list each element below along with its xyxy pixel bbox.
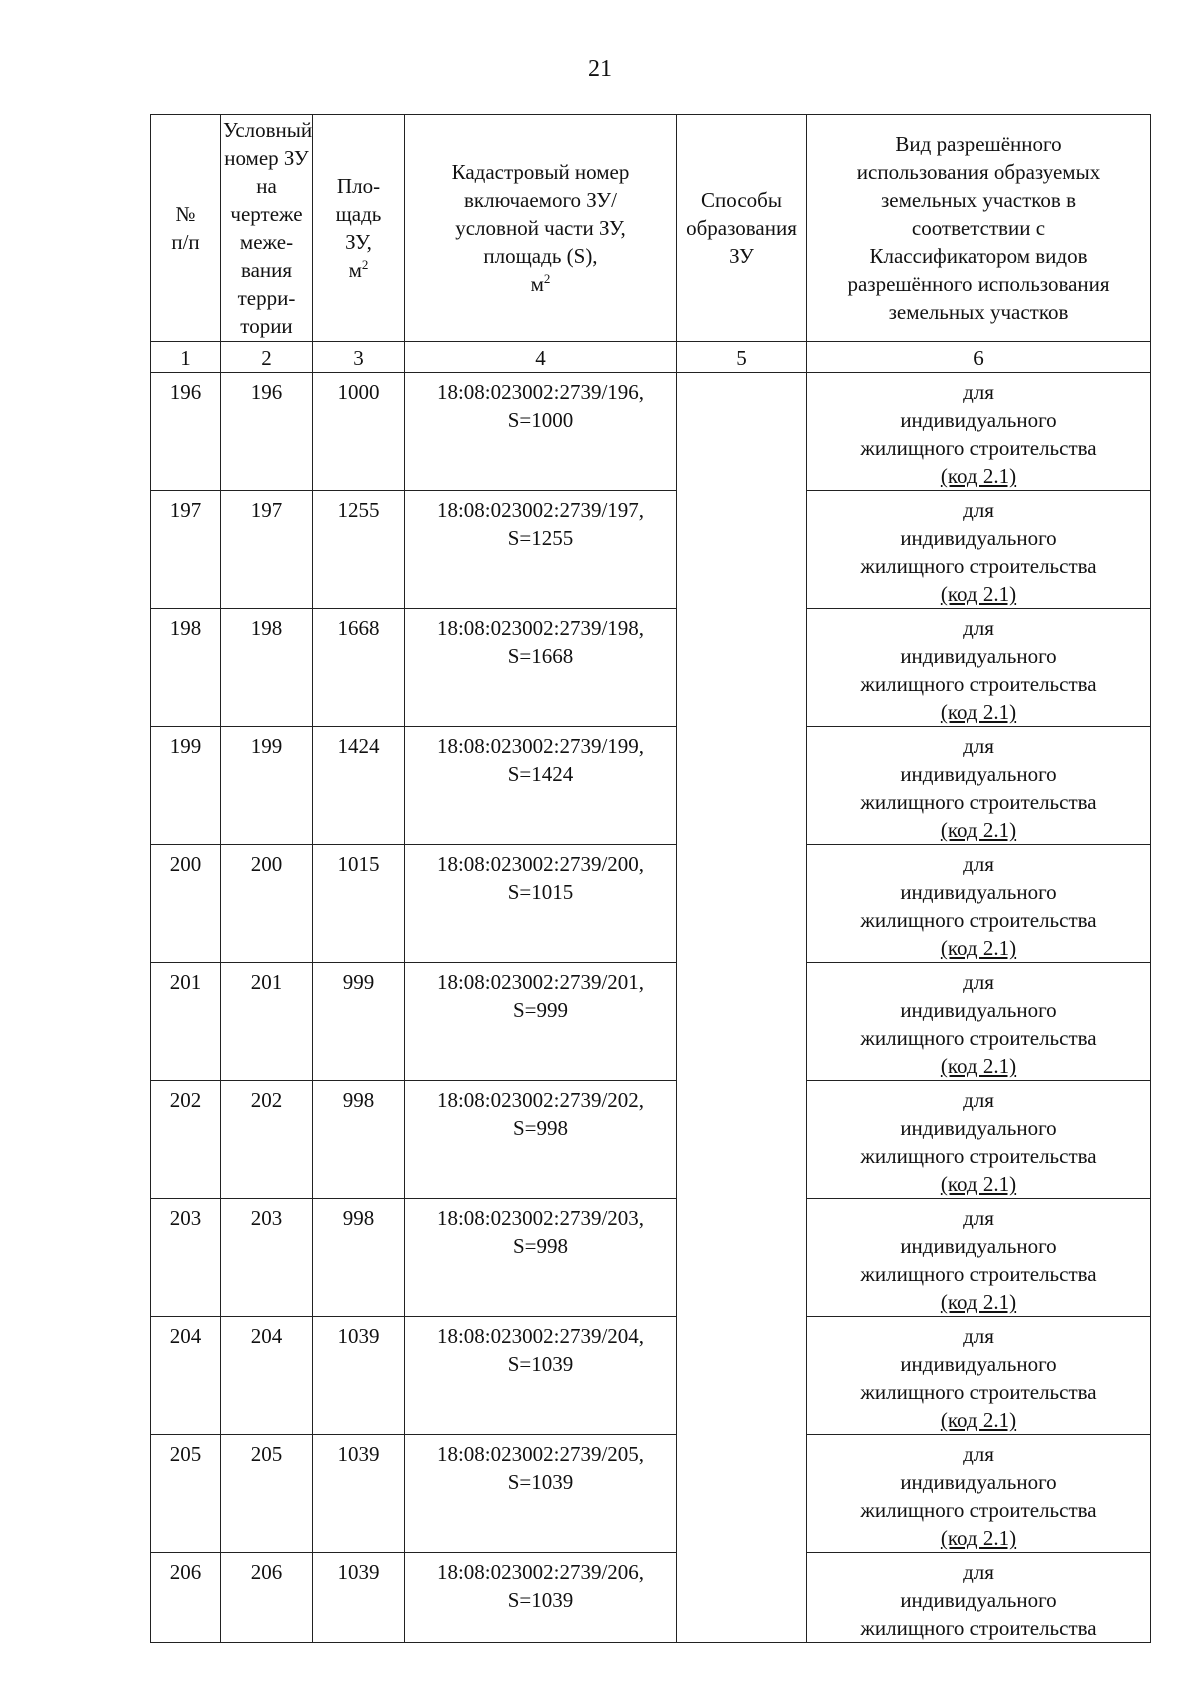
usage-line: индивидуального: [900, 998, 1057, 1022]
cell-plot-number: 200: [221, 845, 313, 963]
cadastral-area: S=1039: [507, 1352, 574, 1376]
cadastral-area: S=1255: [507, 526, 574, 550]
cadastral-area: S=1424: [507, 762, 574, 786]
usage-line: для: [963, 852, 994, 876]
usage-code: (код 2.1): [940, 1290, 1017, 1314]
cell-permitted-use: [807, 1317, 1151, 1435]
header-col-formation-method: Способы образования ЗУ: [677, 115, 807, 342]
cadastral-number: 18:08:023002:2739/205,: [436, 1442, 645, 1466]
usage-line: жилищного строительства: [860, 790, 1097, 814]
usage-line: для: [963, 734, 994, 758]
cell-area: 1039: [313, 1317, 405, 1435]
cell-number: 201: [151, 963, 221, 1081]
usage-line: индивидуального: [900, 1116, 1057, 1140]
usage-line: жилищного строительства: [860, 554, 1097, 578]
header-col-area: Пло- щадь ЗУ, $м^2$: [313, 115, 405, 342]
table-row: [151, 727, 1151, 845]
cell-cadastral: [405, 1553, 677, 1643]
cell-area: 998: [313, 1081, 405, 1199]
cell-number: 202: [151, 1081, 221, 1199]
cell-permitted-use: [807, 963, 1151, 1081]
cell-permitted-use: [807, 727, 1151, 845]
cadastral-area: S=999: [512, 998, 569, 1022]
usage-code: (код 2.1): [940, 582, 1017, 606]
cadastral-number: 18:08:023002:2739/199,: [436, 734, 645, 758]
usage-line: жилищного строительства: [860, 1026, 1097, 1050]
cell-cadastral: [405, 727, 677, 845]
usage-line: индивидуального: [900, 644, 1057, 668]
usage-line: для: [963, 1560, 994, 1584]
cell-area: 1000: [313, 373, 405, 491]
cadastral-number: 18:08:023002:2739/201,: [436, 970, 645, 994]
cell-area: 999: [313, 963, 405, 1081]
cell-permitted-use: [807, 491, 1151, 609]
cadastral-number: 18:08:023002:2739/202,: [436, 1088, 645, 1112]
cadastral-area: S=1039: [507, 1588, 574, 1612]
cadastral-number: 18:08:023002:2739/203,: [436, 1206, 645, 1230]
cell-cadastral: [405, 373, 677, 491]
cell-formation-method: [677, 373, 807, 1643]
usage-line: для: [963, 1442, 994, 1466]
cell-plot-number: 201: [221, 963, 313, 1081]
column-number: 2: [221, 342, 313, 373]
usage-code: (код 2.1): [940, 936, 1017, 960]
cell-permitted-use: [807, 845, 1151, 963]
cell-area: 1015: [313, 845, 405, 963]
cell-number: 200: [151, 845, 221, 963]
usage-line: индивидуального: [900, 526, 1057, 550]
cell-number: 199: [151, 727, 221, 845]
cadastral-number: 18:08:023002:2739/198,: [436, 616, 645, 640]
usage-line: для: [963, 1206, 994, 1230]
cell-number: 205: [151, 1435, 221, 1553]
usage-line: для: [963, 498, 994, 522]
cell-number: 206: [151, 1553, 221, 1643]
cell-plot-number: 199: [221, 727, 313, 845]
cell-cadastral: [405, 963, 677, 1081]
cell-cadastral: [405, 1081, 677, 1199]
cadastral-number: 18:08:023002:2739/200,: [436, 852, 645, 876]
cadastral-number: 18:08:023002:2739/196,: [436, 380, 645, 404]
usage-code: (код 2.1): [940, 464, 1017, 488]
table-row: [151, 373, 1151, 491]
column-number: 5: [677, 342, 807, 373]
cell-number: 197: [151, 491, 221, 609]
cell-number: 198: [151, 609, 221, 727]
usage-line: для: [963, 616, 994, 640]
cell-permitted-use: [807, 1199, 1151, 1317]
cell-cadastral: [405, 609, 677, 727]
cell-plot-number: 204: [221, 1317, 313, 1435]
table-row: [151, 1081, 1151, 1199]
cell-cadastral: [405, 1317, 677, 1435]
table-body: [151, 373, 1151, 1643]
table-row: [151, 609, 1151, 727]
usage-line: индивидуального: [900, 762, 1057, 786]
usage-line: индивидуального: [900, 408, 1057, 432]
cell-plot-number: 198: [221, 609, 313, 727]
cell-cadastral: [405, 491, 677, 609]
cell-permitted-use: [807, 609, 1151, 727]
cell-area: 1255: [313, 491, 405, 609]
table-row: [151, 1199, 1151, 1317]
column-numbers-row: [151, 342, 1151, 373]
column-number: 3: [313, 342, 405, 373]
table-row: [151, 1553, 1151, 1643]
cadastral-number: 18:08:023002:2739/204,: [436, 1324, 645, 1348]
usage-code: (код 2.1): [940, 818, 1017, 842]
cadastral-area: S=1039: [507, 1470, 574, 1494]
table-row: [151, 963, 1151, 1081]
column-number: 1: [151, 342, 221, 373]
usage-line: жилищного строительства: [860, 1262, 1097, 1286]
cadastral-area: S=1015: [507, 880, 574, 904]
usage-line: жилищного строительства: [860, 1380, 1097, 1404]
page-number: 21: [588, 56, 612, 82]
land-plots-table: [150, 114, 1151, 1643]
table-row: [151, 1317, 1151, 1435]
usage-code: (код 2.1): [940, 700, 1017, 724]
cell-cadastral: [405, 1199, 677, 1317]
cell-permitted-use: [807, 1081, 1151, 1199]
cadastral-area: S=1668: [507, 644, 574, 668]
cell-permitted-use: [807, 373, 1151, 491]
usage-line: индивидуального: [900, 1352, 1057, 1376]
cadastral-area: S=1000: [507, 408, 574, 432]
cell-plot-number: 196: [221, 373, 313, 491]
usage-line: для: [963, 380, 994, 404]
cell-plot-number: 203: [221, 1199, 313, 1317]
cell-permitted-use: [807, 1435, 1151, 1553]
table-row: [151, 1435, 1151, 1553]
header-col-conditional-number: Условный номер ЗУ на чертеже меже- вания терри- тории: [221, 115, 313, 342]
cadastral-number: 18:08:023002:2739/206,: [436, 1560, 645, 1584]
cell-number: 196: [151, 373, 221, 491]
cell-plot-number: 206: [221, 1553, 313, 1643]
usage-line: для: [963, 1324, 994, 1348]
cadastral-number: 18:08:023002:2739/197,: [436, 498, 645, 522]
usage-line: для: [963, 1088, 994, 1112]
usage-code: (код 2.1): [940, 1526, 1017, 1550]
usage-code: (код 2.1): [940, 1172, 1017, 1196]
usage-line: жилищного строительства: [860, 1498, 1097, 1522]
cell-area: 1668: [313, 609, 405, 727]
table-row: [151, 491, 1151, 609]
cell-area: 998: [313, 1199, 405, 1317]
cell-plot-number: 197: [221, 491, 313, 609]
cell-number: 204: [151, 1317, 221, 1435]
cadastral-area: S=998: [512, 1116, 569, 1140]
table-row: [151, 845, 1151, 963]
cell-number: 203: [151, 1199, 221, 1317]
cell-cadastral: [405, 845, 677, 963]
cell-area: 1039: [313, 1435, 405, 1553]
table-header: [151, 115, 1151, 373]
cell-permitted-use: [807, 1553, 1151, 1643]
usage-line: индивидуального: [900, 880, 1057, 904]
header-col-number: № п/п: [151, 115, 221, 342]
column-number: 4: [405, 342, 677, 373]
usage-line: жилищного строительства: [860, 436, 1097, 460]
usage-code: (код 2.1): [940, 1408, 1017, 1432]
usage-line: жилищного строительства: [860, 908, 1097, 932]
cell-area: 1039: [313, 1553, 405, 1643]
usage-line: индивидуального: [900, 1470, 1057, 1494]
usage-line: индивидуального: [900, 1234, 1057, 1258]
usage-line: жилищного строительства: [860, 1616, 1097, 1640]
usage-line: жилищного строительства: [860, 672, 1097, 696]
cell-area: 1424: [313, 727, 405, 845]
usage-line: индивидуального: [900, 1588, 1057, 1612]
usage-code: (код 2.1): [940, 1054, 1017, 1078]
cell-cadastral: [405, 1435, 677, 1553]
cell-plot-number: 202: [221, 1081, 313, 1199]
header-col-permitted-use: Вид разрешённого использования образуемых земельных участков в соответствии с Классификатором видов разрешённого использования земельных участков: [807, 115, 1151, 342]
header-col-cadastral-number: Кадастровый номер включаемого ЗУ/ условной части ЗУ, площадь (S), $м^2$: [405, 115, 677, 342]
column-number: 6: [807, 342, 1151, 373]
usage-line: жилищного строительства: [860, 1144, 1097, 1168]
usage-line: для: [963, 970, 994, 994]
cell-plot-number: 205: [221, 1435, 313, 1553]
cadastral-area: S=998: [512, 1234, 569, 1258]
